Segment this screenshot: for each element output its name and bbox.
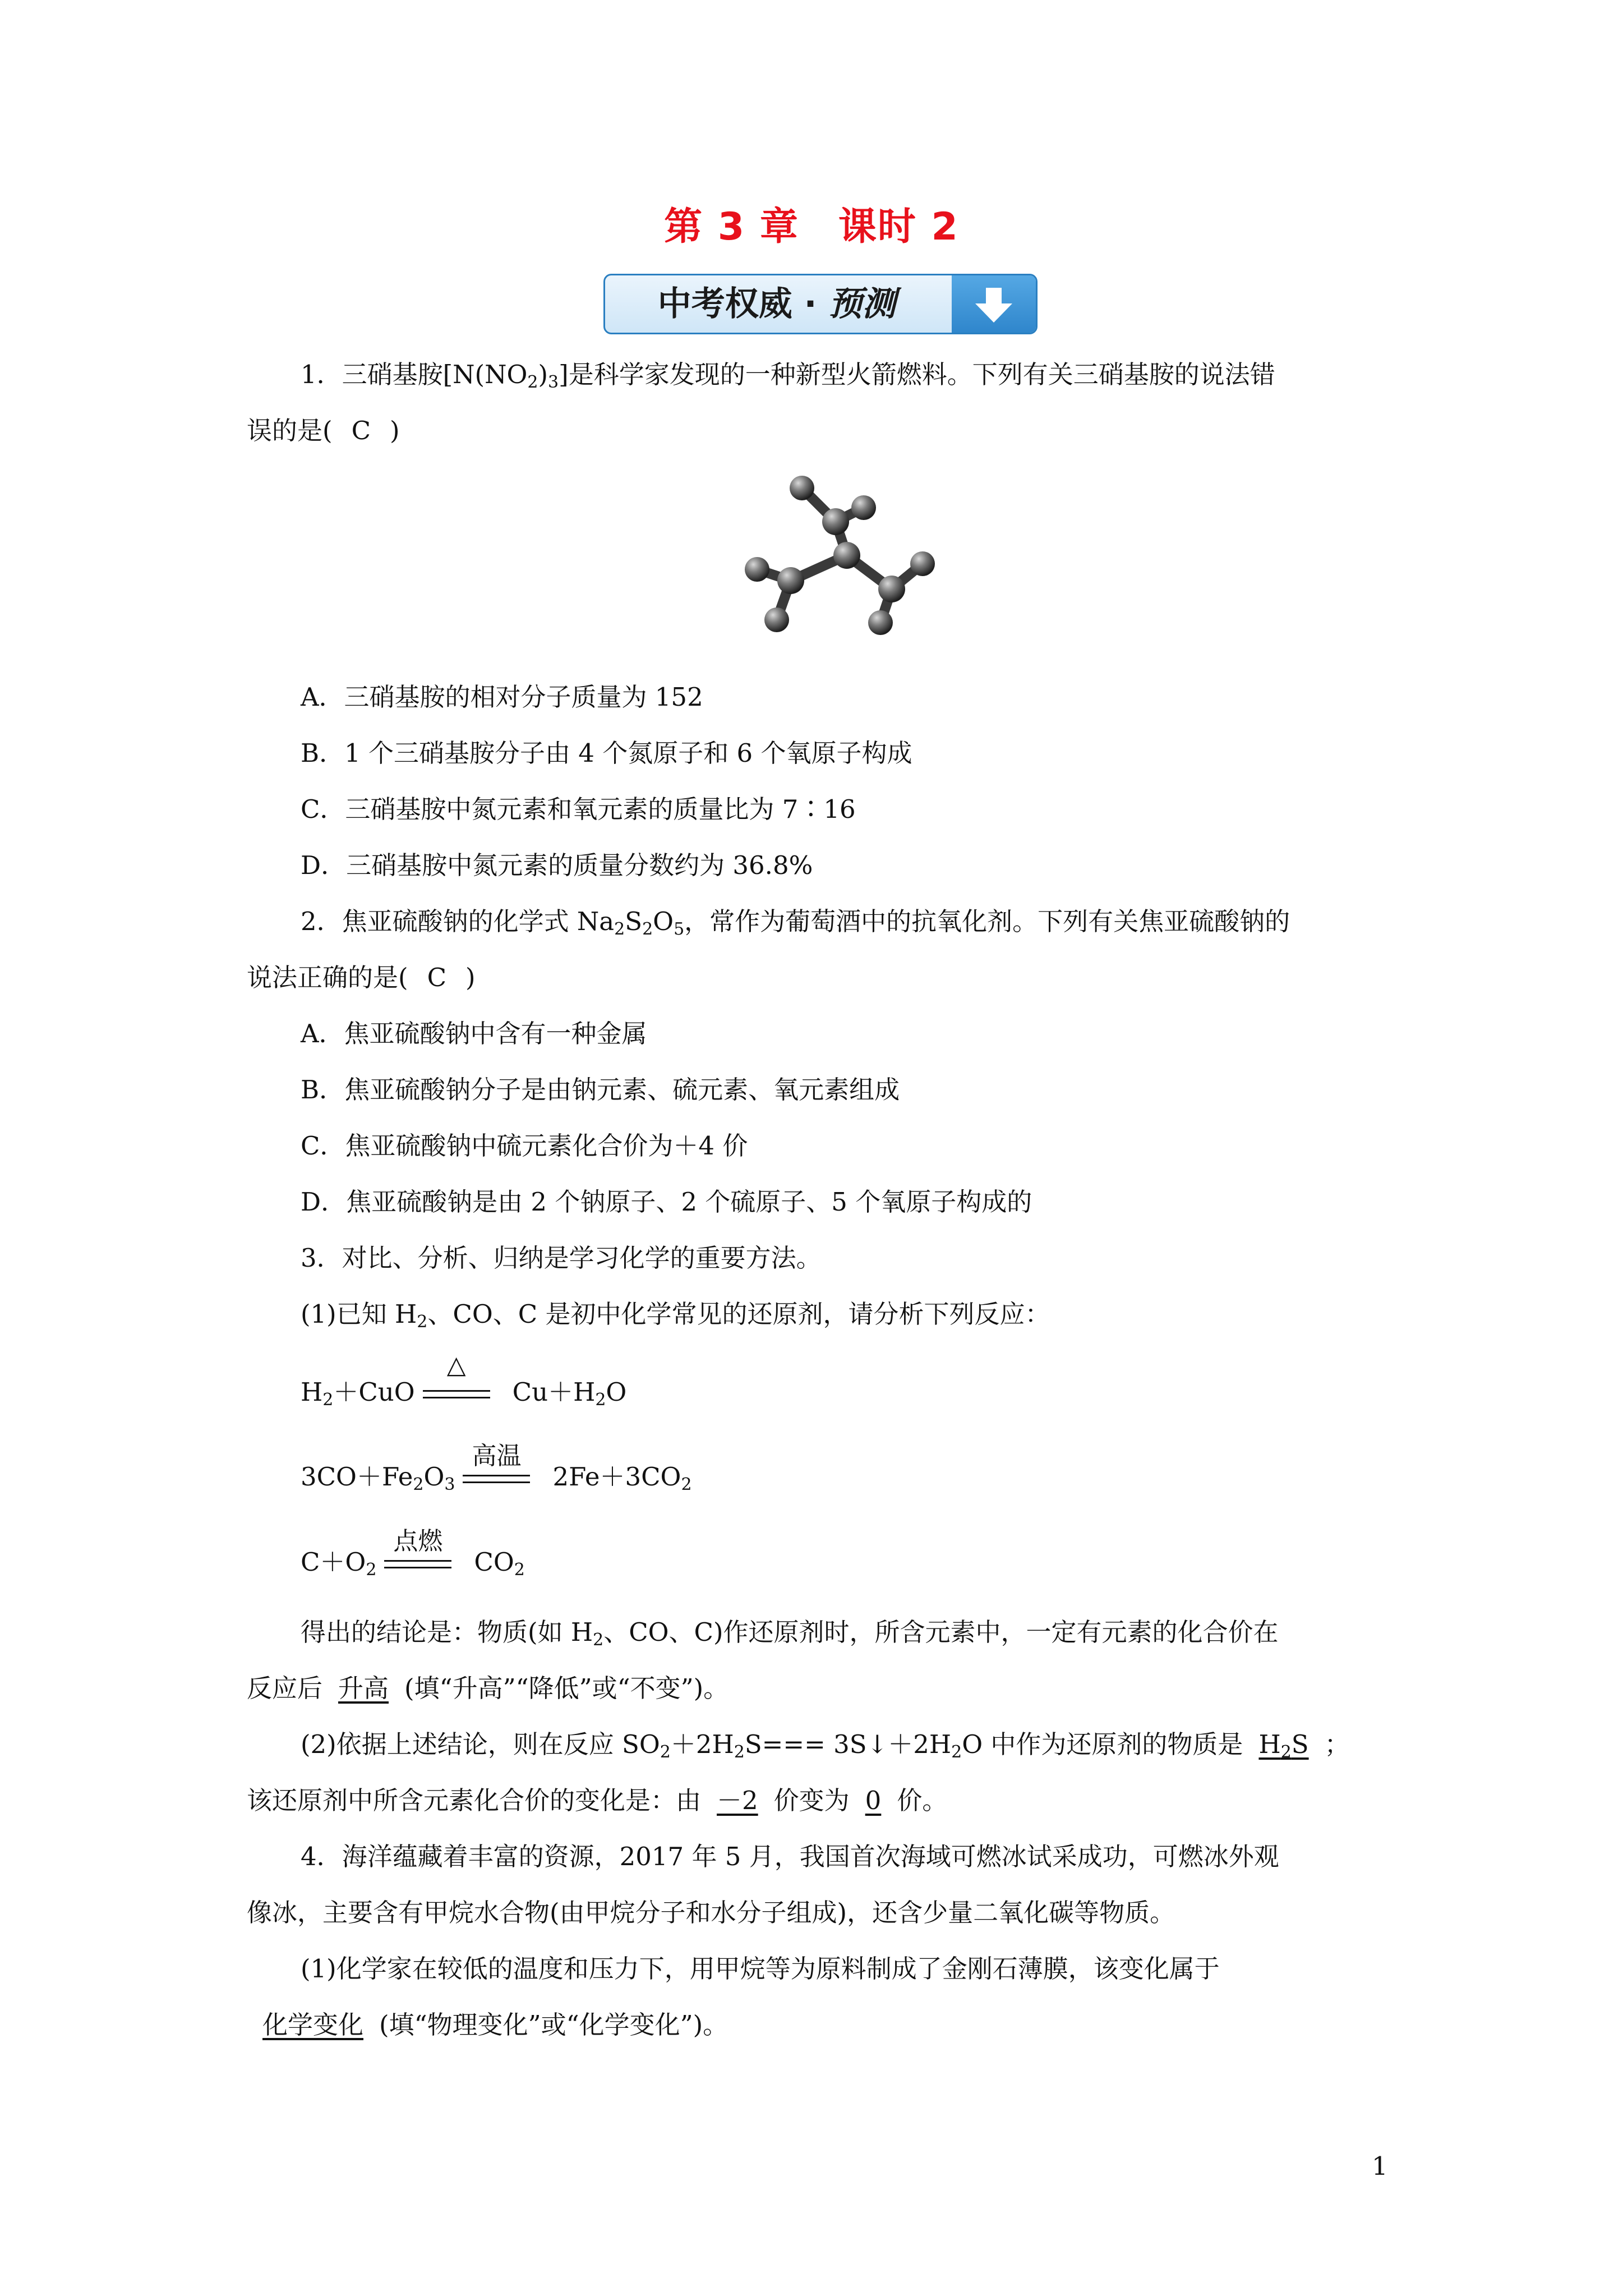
q4-part1-answer: 化学变化 <box>262 2010 364 2040</box>
q2-option-c: C．焦亚硫酸钠中硫元素化合价为＋4 价 <box>301 1131 748 1161</box>
q4-stem-line2: 像冰，主要含有甲烷水合物(由甲烷分子和水分子组成)，还含少量二氧化碳等物质。 <box>247 1898 1175 1927</box>
q3-reducing-agent-answer: $H_2S$ <box>1258 1729 1309 1762</box>
q1-option-d: D．三硝基胺中氮元素的质量分数约为 36.8% <box>301 850 813 880</box>
q3-conclusion-line1: 得出的结论是：物质(如 $H_2$、CO、C)作还原剂时，所含元素中，一定有元素的化合价在 <box>301 1617 1279 1650</box>
q1-option-c: C．三硝基胺中氮元素和氧元素的质量比为 7∶16 <box>301 794 856 824</box>
q3-conclusion-line2: 反应后 升高 (填“升高”“降低”或“不变”)。 <box>247 1672 728 1705</box>
q3-valence-to-answer: 0 <box>865 1786 882 1815</box>
page-number: 1 <box>1372 2151 1388 2181</box>
molecule-model-image <box>723 466 959 668</box>
q2-option-d: D．焦亚硫酸钠是由 2 个钠原子、2 个硫原子、5 个氧原子构成的 <box>301 1187 1032 1217</box>
q2-option-a: A．焦亚硫酸钠中含有一种金属 <box>301 1019 647 1048</box>
q2-option-b: B．焦亚硫酸钠分子是由钠元素、硫元素、氧元素组成 <box>301 1075 900 1105</box>
q1-stem-line1: 1．三硝基胺$[N(NO_2)_3]$是科学家发现的一种新型火箭燃料。下列有关三硝基胺的说法错 <box>301 360 1275 392</box>
q2-stem-line2: 说法正确的是( C ) <box>247 961 476 995</box>
q3-intro: 3．对比、分析、归纳是学习化学的重要方法。 <box>301 1243 822 1273</box>
q4-part1-line1: (1)化学家在较低的温度和压力下，用甲烷等为原料制成了金刚石薄膜，该变化属于 <box>301 1954 1220 1984</box>
lesson-label: 课时 2 <box>838 205 959 249</box>
banner-title: 中考权威 · 预测 <box>657 284 896 324</box>
chapter-label: 第 3 章 <box>664 205 799 249</box>
page-title <box>0 196 1623 251</box>
q1-option-b: B．1 个三硝基胺分子由 4 个氮原子和 6 个氧原子构成 <box>301 738 912 768</box>
down-arrow-icon <box>952 275 1036 333</box>
equation-3: $C+O_2$ 点燃 $CO_2$ <box>301 1526 525 1580</box>
q1-stem-line2: 误的是( C ) <box>247 414 400 448</box>
q2-answer: C <box>427 963 446 992</box>
q1-option-a: A．三硝基胺的相对分子质量为 152 <box>301 682 703 712</box>
q3-valence-from-answer: －2 <box>717 1786 758 1815</box>
q1-answer: C <box>351 416 371 445</box>
q3-part2-line1: (2)依据上述结论，则在反应 $SO_2+2H_2S===$ $3S↓+2H_2O$ 中作为还原剂的物质是 $H_2S$ ； <box>301 1728 1350 1761</box>
q3-conclusion-answer: 升高 <box>338 1673 389 1703</box>
equation-2: $3CO+Fe_2O_3$ 高温 $2Fe+3CO_2$ <box>301 1441 692 1494</box>
q2-stem-line1: 2．焦亚硫酸钠的化学式 $Na_2S_2O_5$，常作为葡萄酒中的抗氧化剂。下列有关焦亚硫酸钠的 <box>301 907 1290 939</box>
q4-part1-line2: 化学变化 (填“物理变化”或“化学变化”)。 <box>247 2008 728 2042</box>
q3-part2-line2: 该还原剂中所含元素化合价的变化是：由 －2 价变为 0 价。 <box>247 1784 947 1818</box>
section-banner <box>603 274 1038 334</box>
q4-stem-line1: 4．海洋蕴藏着丰富的资源，2017 年 5 月，我国首次海域可燃冰试采成功，可燃冰外观 <box>301 1842 1279 1871</box>
q3-part1-stem: (1)已知 $H_2$、CO、C 是初中化学常见的还原剂，请分析下列反应： <box>301 1299 1050 1332</box>
equation-1: $H_2+CuO$ △ $Cu+H_2O$ <box>301 1350 627 1410</box>
